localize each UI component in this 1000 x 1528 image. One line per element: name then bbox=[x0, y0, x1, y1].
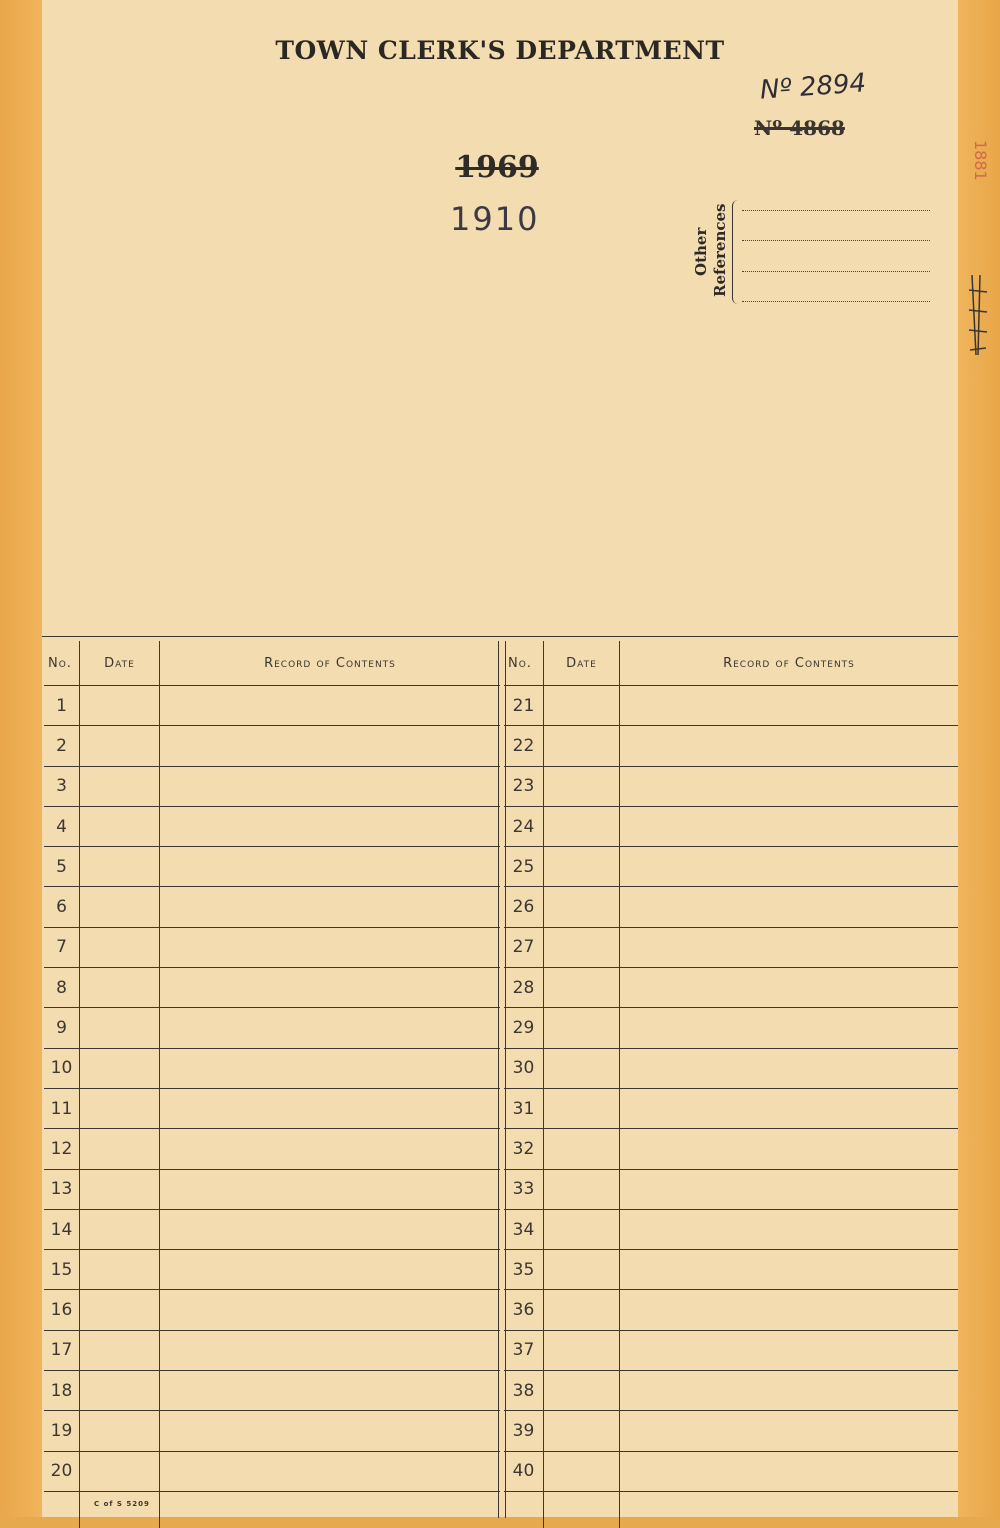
table-row bbox=[504, 847, 958, 887]
row-number: 27 bbox=[504, 928, 544, 967]
table-row bbox=[504, 726, 958, 766]
table-row bbox=[44, 847, 500, 887]
table-row bbox=[44, 1290, 500, 1330]
date-cell bbox=[80, 847, 160, 886]
record-cell bbox=[160, 847, 500, 886]
date-cell bbox=[80, 767, 160, 806]
row-number: 12 bbox=[44, 1129, 80, 1168]
date-cell bbox=[80, 1452, 160, 1491]
table-row bbox=[44, 1008, 500, 1048]
struck-printed-year: 1969 bbox=[455, 150, 539, 185]
date-cell bbox=[80, 1371, 160, 1410]
reference-line bbox=[742, 240, 930, 241]
table-row bbox=[504, 1170, 958, 1210]
row-number: 9 bbox=[44, 1008, 80, 1047]
date-cell bbox=[80, 1411, 160, 1450]
row-number: 31 bbox=[504, 1089, 544, 1128]
footer-no-cell bbox=[44, 1492, 80, 1528]
table-row bbox=[44, 1331, 500, 1371]
table-row bbox=[504, 807, 958, 847]
row-number: 8 bbox=[44, 968, 80, 1007]
record-cell bbox=[620, 1452, 958, 1491]
struck-printed-file-number: Nº 4868 bbox=[754, 116, 845, 140]
record-cell bbox=[160, 887, 500, 926]
table-row bbox=[504, 1371, 958, 1411]
reference-line bbox=[742, 210, 930, 211]
row-number: 19 bbox=[44, 1411, 80, 1450]
date-cell bbox=[80, 1049, 160, 1088]
row-number: 15 bbox=[44, 1250, 80, 1289]
record-cell bbox=[160, 1129, 500, 1168]
date-cell bbox=[80, 807, 160, 846]
row-number: 17 bbox=[44, 1331, 80, 1370]
handwritten-file-number: Nº 2894 bbox=[759, 68, 868, 106]
record-cell bbox=[620, 1250, 958, 1289]
record-cell bbox=[620, 726, 958, 765]
record-cell bbox=[160, 1452, 500, 1491]
other-references-line-2: References bbox=[711, 203, 729, 297]
date-cell bbox=[544, 807, 620, 846]
date-cell bbox=[544, 847, 620, 886]
date-cell bbox=[544, 1210, 620, 1249]
table-row bbox=[504, 1210, 958, 1250]
row-number: 21 bbox=[504, 686, 544, 725]
footer-no-cell bbox=[504, 1492, 544, 1528]
date-cell bbox=[80, 686, 160, 725]
record-cell bbox=[160, 726, 500, 765]
references-brace bbox=[732, 200, 739, 304]
header-record: Record of Contents bbox=[264, 655, 396, 671]
table-row bbox=[504, 1331, 958, 1371]
table-row bbox=[504, 1452, 958, 1492]
row-number: 38 bbox=[504, 1371, 544, 1410]
table-row bbox=[504, 1049, 958, 1089]
record-cell bbox=[620, 1331, 958, 1370]
table-row bbox=[44, 1089, 500, 1129]
row-number: 25 bbox=[504, 847, 544, 886]
row-number: 13 bbox=[44, 1170, 80, 1209]
row-number: 5 bbox=[44, 847, 80, 886]
record-cell bbox=[620, 928, 958, 967]
date-cell bbox=[80, 1290, 160, 1329]
date-cell bbox=[80, 887, 160, 926]
table-row bbox=[44, 1129, 500, 1169]
reference-line bbox=[742, 301, 930, 302]
date-cell bbox=[544, 1411, 620, 1450]
date-cell bbox=[544, 1049, 620, 1088]
record-cell bbox=[160, 807, 500, 846]
record-cell bbox=[160, 1170, 500, 1209]
row-number: 33 bbox=[504, 1170, 544, 1209]
table-row bbox=[44, 1411, 500, 1451]
record-cell bbox=[160, 1290, 500, 1329]
contents-table-left bbox=[44, 641, 500, 1528]
row-number: 37 bbox=[504, 1331, 544, 1370]
header-date: Date bbox=[80, 641, 160, 685]
record-cell bbox=[620, 968, 958, 1007]
handwritten-year: 1910 bbox=[450, 200, 540, 238]
table-row bbox=[44, 726, 500, 766]
row-number: 16 bbox=[44, 1290, 80, 1329]
date-cell bbox=[544, 1250, 620, 1289]
table-row bbox=[44, 968, 500, 1008]
row-number: 14 bbox=[44, 1210, 80, 1249]
record-cell bbox=[160, 1049, 500, 1088]
contents-table-right bbox=[504, 641, 958, 1528]
table-row bbox=[44, 1210, 500, 1250]
table-row bbox=[504, 928, 958, 968]
table-row bbox=[504, 1008, 958, 1048]
row-number: 32 bbox=[504, 1129, 544, 1168]
row-number: 2 bbox=[44, 726, 80, 765]
record-cell bbox=[620, 1371, 958, 1410]
table-row bbox=[44, 1250, 500, 1290]
record-cell bbox=[620, 1008, 958, 1047]
date-cell bbox=[80, 1210, 160, 1249]
row-number: 10 bbox=[44, 1049, 80, 1088]
row-number: 35 bbox=[504, 1250, 544, 1289]
table-row bbox=[504, 1250, 958, 1290]
table-row bbox=[44, 1371, 500, 1411]
date-cell bbox=[544, 1008, 620, 1047]
record-cell bbox=[160, 767, 500, 806]
date-cell bbox=[544, 1170, 620, 1209]
reference-line bbox=[742, 271, 930, 272]
date-cell bbox=[544, 1129, 620, 1168]
date-cell bbox=[544, 767, 620, 806]
record-cell bbox=[160, 1331, 500, 1370]
table-footer-row bbox=[504, 1492, 958, 1528]
record-cell bbox=[160, 1250, 500, 1289]
date-cell bbox=[80, 1331, 160, 1370]
record-cell bbox=[160, 1411, 500, 1450]
row-number: 23 bbox=[504, 767, 544, 806]
row-number: 11 bbox=[44, 1089, 80, 1128]
row-number: 28 bbox=[504, 968, 544, 1007]
record-cell bbox=[160, 1210, 500, 1249]
record-cell bbox=[620, 1170, 958, 1209]
row-number: 34 bbox=[504, 1210, 544, 1249]
date-cell bbox=[544, 1089, 620, 1128]
contents-table bbox=[42, 636, 958, 1518]
date-cell bbox=[80, 1250, 160, 1289]
side-red-mark bbox=[964, 140, 994, 200]
table-footer-row bbox=[44, 1492, 500, 1528]
header-record: Record of Contents bbox=[723, 655, 855, 671]
department-title: TOWN CLERK'S DEPARTMENT bbox=[275, 36, 725, 65]
left-binding-strip bbox=[0, 0, 44, 1517]
table-row bbox=[504, 1129, 958, 1169]
header-no: No. bbox=[504, 641, 544, 685]
record-cell bbox=[620, 1049, 958, 1088]
record-cell bbox=[160, 1008, 500, 1047]
row-number: 4 bbox=[44, 807, 80, 846]
date-cell bbox=[544, 1290, 620, 1329]
date-cell bbox=[80, 1170, 160, 1209]
record-cell bbox=[620, 1129, 958, 1168]
table-row bbox=[44, 928, 500, 968]
right-binding-strip bbox=[956, 0, 1000, 1517]
table-header-row bbox=[44, 641, 500, 686]
table-row bbox=[504, 1089, 958, 1129]
row-number: 26 bbox=[504, 887, 544, 926]
other-references-line-1: Other bbox=[692, 227, 710, 276]
form-code: C of S 5209 bbox=[80, 1492, 160, 1528]
table-row bbox=[44, 1049, 500, 1089]
record-cell bbox=[620, 887, 958, 926]
date-cell bbox=[544, 1371, 620, 1410]
date-cell bbox=[80, 1008, 160, 1047]
table-row bbox=[504, 968, 958, 1008]
record-cell bbox=[620, 1290, 958, 1329]
row-number: 36 bbox=[504, 1290, 544, 1329]
date-cell bbox=[80, 726, 160, 765]
record-cell bbox=[620, 686, 958, 725]
struck-side-number bbox=[966, 270, 990, 360]
side-mark-text: 1881 bbox=[971, 140, 990, 181]
date-cell bbox=[544, 686, 620, 725]
row-number: 1 bbox=[44, 686, 80, 725]
row-number: 24 bbox=[504, 807, 544, 846]
footer-date-cell bbox=[544, 1492, 620, 1528]
header-no: No. bbox=[44, 641, 80, 685]
row-number: 39 bbox=[504, 1411, 544, 1450]
date-cell bbox=[544, 726, 620, 765]
table-row bbox=[44, 1170, 500, 1210]
row-number: 40 bbox=[504, 1452, 544, 1491]
header-date: Date bbox=[544, 641, 620, 685]
date-cell bbox=[80, 1129, 160, 1168]
record-cell bbox=[160, 1371, 500, 1410]
record-cell bbox=[620, 767, 958, 806]
table-header-row bbox=[504, 641, 958, 686]
row-number: 7 bbox=[44, 928, 80, 967]
row-number: 18 bbox=[44, 1371, 80, 1410]
record-cell bbox=[160, 968, 500, 1007]
table-row bbox=[504, 686, 958, 726]
date-cell bbox=[544, 1452, 620, 1491]
date-cell bbox=[80, 1089, 160, 1128]
record-cell bbox=[160, 1089, 500, 1128]
table-row bbox=[44, 767, 500, 807]
record-cell bbox=[620, 847, 958, 886]
table-row bbox=[504, 767, 958, 807]
record-cell bbox=[620, 1089, 958, 1128]
record-cell bbox=[160, 928, 500, 967]
record-cell bbox=[620, 1210, 958, 1249]
row-number: 3 bbox=[44, 767, 80, 806]
table-row bbox=[504, 1290, 958, 1330]
row-number: 6 bbox=[44, 887, 80, 926]
date-cell bbox=[544, 968, 620, 1007]
table-row bbox=[44, 686, 500, 726]
table-row bbox=[44, 807, 500, 847]
date-cell bbox=[544, 887, 620, 926]
table-row bbox=[44, 1452, 500, 1492]
date-cell bbox=[544, 928, 620, 967]
record-cell bbox=[620, 807, 958, 846]
row-number: 30 bbox=[504, 1049, 544, 1088]
date-cell bbox=[80, 928, 160, 967]
date-cell bbox=[80, 968, 160, 1007]
table-row bbox=[504, 887, 958, 927]
row-number: 20 bbox=[44, 1452, 80, 1491]
record-cell bbox=[620, 1411, 958, 1450]
record-cell bbox=[160, 686, 500, 725]
footer-record-cell bbox=[620, 1492, 958, 1528]
table-row bbox=[504, 1411, 958, 1451]
date-cell bbox=[544, 1331, 620, 1370]
row-number: 29 bbox=[504, 1008, 544, 1047]
row-number: 22 bbox=[504, 726, 544, 765]
table-row bbox=[44, 887, 500, 927]
footer-record-cell bbox=[160, 1492, 500, 1528]
file-cover-sheet bbox=[42, 0, 958, 1517]
